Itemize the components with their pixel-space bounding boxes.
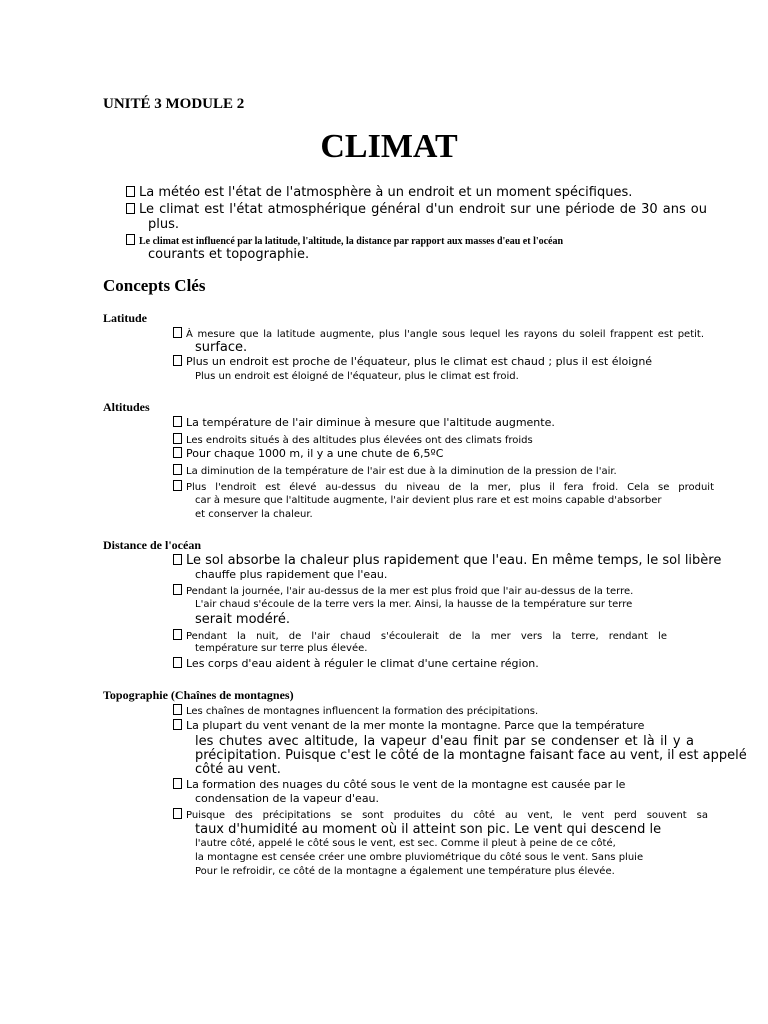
- topography-bullet-4-cont3: la montagne est censée créer une ombre pluviométrique du côté sous le vent. Sans pluie: [195, 852, 644, 863]
- bullet-box-icon: [173, 584, 182, 595]
- topography-bullet-4-cont4: Pour le refroidir, ce côté de la montagne a également une température plus élevée.: [195, 866, 615, 877]
- altitudes-bullet-1: [173, 416, 555, 430]
- intro-bullet-2: [126, 202, 707, 217]
- topography-bullet-4: [173, 808, 708, 822]
- altitudes-text: La diminution de la température de l'air est due à la diminution de la pression de l'air.: [186, 466, 617, 477]
- topography-text: La plupart du vent venant de la mer monte la montagne. Parce que la température: [186, 719, 645, 732]
- topography-bullet-4-cont: taux d'humidité au moment où il atteint son pic. Le vent qui descend le: [195, 822, 662, 837]
- bullet-box-icon: [173, 808, 182, 819]
- latitude-text: Plus un endroit est proche de l'équateur, plus le climat est chaud ; plus il est éloigné: [186, 355, 653, 368]
- topography-text: La formation des nuages du côté sous le vent de la montagne est causée par le: [186, 778, 626, 791]
- altitudes-heading: Altitudes: [103, 400, 150, 414]
- bullet-box-icon: [173, 778, 182, 789]
- latitude-text: À mesure que la latitude augmente, plus l'angle sous lequel les rayons du soleil frappent est petit.: [186, 329, 704, 340]
- latitude-bullet-2: [173, 355, 652, 369]
- altitudes-bullet-2: [173, 433, 533, 447]
- altitudes-text: Les endroits situés à des altitudes plus élevées ont des climats froids: [186, 435, 533, 446]
- intro-bullet-3-cont: courants et topographie.: [148, 247, 310, 262]
- bullet-box-icon: [173, 433, 182, 444]
- altitudes-bullet-5-cont2: et conserver la chaleur.: [195, 509, 313, 520]
- topography-heading: Topographie (Chaînes de montagnes): [103, 688, 294, 702]
- altitudes-bullet-4: [173, 464, 617, 478]
- ocean-text: Les corps d'eau aident à réguler le climat d'une certaine région.: [186, 657, 539, 670]
- altitudes-text: Plus l'endroit est élevé au-dessus du niveau de la mer, plus il fera froid. Cela se produit: [186, 482, 714, 493]
- latitude-bullet-1-cont: surface.: [195, 340, 248, 355]
- topography-bullet-2: [173, 719, 644, 733]
- topography-text: Les chaînes de montagnes influencent la formation des précipitations.: [186, 706, 539, 717]
- intro-bullet-1: [126, 185, 632, 200]
- page-title: CLIMAT: [320, 128, 458, 165]
- bullet-box-icon: [173, 355, 182, 366]
- ocean-heading: Distance de l'océan: [103, 538, 201, 552]
- ocean-bullet-1: [173, 553, 722, 568]
- topography-bullet-2-cont3: côté au vent.: [195, 762, 281, 777]
- ocean-text: Pendant la journée, l'air au-dessus de la mer est plus froid que l'air au-dessus de la terre.: [186, 586, 634, 597]
- bullet-box-icon: [173, 447, 182, 458]
- bullet-box-icon: [173, 719, 182, 730]
- bullet-box-icon: [126, 234, 135, 245]
- topography-bullet-4-cont2: l'autre côté, appelé le côté sous le vent, est sec. Comme il pleut à peine de ce côté,: [195, 838, 616, 849]
- bullet-box-icon: [173, 327, 182, 338]
- unit-module-label: UNITÉ 3 MODULE 2: [103, 96, 245, 112]
- bullet-box-icon: [173, 480, 182, 491]
- intro-text: Le climat est l'état atmosphérique général d'un endroit sur une période de 30 ans ou: [139, 202, 707, 217]
- intro-text: La météo est l'état de l'atmosphère à un endroit et un moment spécifiques.: [139, 185, 633, 200]
- concepts-heading: Concepts Clés: [103, 276, 206, 295]
- latitude-bullet-2-cont: Plus un endroit est éloigné de l'équateur, plus le climat est froid.: [195, 371, 519, 382]
- topography-text: Puisque des précipitations se sont produites du côté au vent, le vent perd souvent sa: [186, 810, 708, 821]
- bullet-box-icon: [126, 203, 135, 214]
- topography-bullet-2-cont: les chutes avec altitude, la vapeur d'eau finit par se condenser et là il y a: [195, 734, 694, 749]
- bullet-box-icon: [173, 416, 182, 427]
- ocean-bullet-3: [173, 629, 667, 643]
- bullet-box-icon: [173, 554, 182, 565]
- bullet-box-icon: [173, 629, 182, 640]
- altitudes-bullet-3: [173, 447, 443, 461]
- ocean-bullet-2-cont: L'air chaud s'écoule de la terre vers la mer. Ainsi, la hausse de la température sur terre: [195, 599, 633, 610]
- bullet-box-icon: [173, 704, 182, 715]
- bullet-box-icon: [126, 186, 135, 197]
- ocean-text: Pendant la nuit, de l'air chaud s'écoulerait de la mer vers la terre, rendant le: [186, 631, 667, 642]
- topography-bullet-3-cont: condensation de la vapeur d'eau.: [195, 792, 380, 805]
- altitudes-bullet-5: [173, 480, 714, 494]
- topography-bullet-2-cont2: précipitation. Puisque c'est le côté de la montagne faisant face au vent, il est appelé: [195, 748, 747, 763]
- ocean-bullet-2: [173, 584, 633, 598]
- intro-text: Le climat est influencé par la latitude, l'altitude, la distance par rapport aux masses d'eau et l'océan: [139, 236, 564, 247]
- bullet-box-icon: [173, 657, 182, 668]
- altitudes-text: Pour chaque 1000 m, il y a une chute de 6,5ºC: [186, 447, 444, 460]
- latitude-bullet-1: [173, 327, 704, 341]
- altitudes-bullet-5-cont: car à mesure que l'altitude augmente, l'air devient plus rare et est moins capable d'absorber: [195, 495, 662, 506]
- ocean-bullet-3-cont: température sur terre plus élevée.: [195, 643, 368, 654]
- latitude-heading: Latitude: [103, 311, 148, 325]
- topography-bullet-3: [173, 778, 625, 792]
- topography-bullet-1: [173, 704, 538, 718]
- intro-bullet-2-cont: plus.: [148, 217, 180, 232]
- bullet-box-icon: [173, 464, 182, 475]
- ocean-bullet-1-cont: chauffe plus rapidement que l'eau.: [195, 568, 388, 581]
- ocean-text: Le sol absorbe la chaleur plus rapidement que l'eau. En même temps, le sol libère: [186, 553, 722, 568]
- altitudes-text: La température de l'air diminue à mesure que l'altitude augmente.: [186, 416, 555, 429]
- ocean-bullet-2-cont2: serait modéré.: [195, 612, 290, 627]
- ocean-bullet-4: [173, 657, 539, 671]
- intro-bullet-3: [126, 234, 563, 247]
